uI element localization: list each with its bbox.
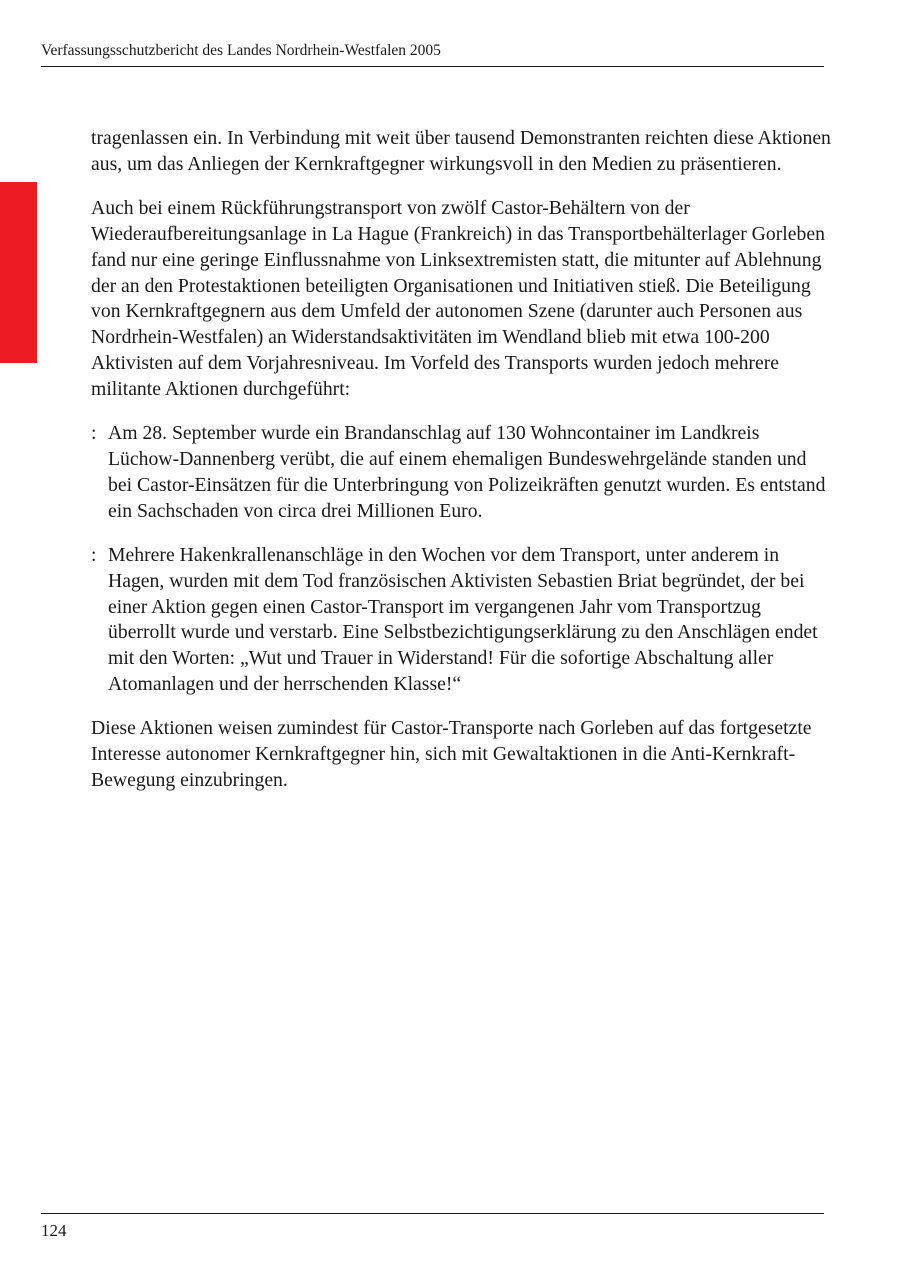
paragraph-3: Diese Aktionen weisen zumindest für Castor-Transporte nach Gorleben auf das fortgesetzte Interesse autonomer Kernkraftgegner hin, sich mit Gewaltaktionen in die Anti-Kernkraft-Bewegung einzubringen. <box>91 717 812 791</box>
section-color-marker <box>0 182 37 363</box>
page-number: 124 <box>41 1221 67 1240</box>
bullet-text: Mehrere Hakenkrallenanschläge in den Wochen vor dem Transport, unter anderem in Hagen, wurden mit dem Tod französischen Aktivisten Sebastien Briat begründet, der bei einer Aktion gegen einen Castor-Transport im vergangenen Jahr vom Transportzug überrollt wurde und verstarb. Eine Selbstbezichtigungserklärung zu den Anschlägen endet mit den Worten: „Wut und Trauer in Widerstand! Für die sofortige Abschaltung aller Atomanlagen und der herrschenden Klasse!“ <box>108 543 818 696</box>
bullet-item-2 <box>91 543 833 698</box>
bullet-marker: : <box>91 422 97 445</box>
running-header: Verfassungsschutzbericht des Landes Nordrhein-Westfalen 2005 <box>41 42 441 59</box>
paragraph-2: Auch bei einem Rückführungstransport von zwölf Castor-Behältern von der Wiederaufbereitungsanlage in La Hague (Frankreich) in das Transportbehälterlager Gorleben fand nur eine geringe Einflussnahme von Linksextremisten statt, die mitunter auf Ablehnung der an den Protestaktionen beteiligten Organisationen und Initiativen stieß. Die Beteiligung von Kernkraftgegnern aus dem Umfeld der autonomen Szene (darunter auch Personen aus Nordrhein-Westfalen) an Widerstandsaktivitäten im Wendland blieb mit etwa 100-200 Aktivisten auf dem Vorjahresniveau. Im Vorfeld des Transports wurden jedoch mehrere militante Aktionen durchgeführt: <box>91 196 825 401</box>
bullet-marker: : <box>91 543 97 566</box>
paragraph-1: tragenlassen ein. In Verbindung mit weit über tausend Demonstranten reichten diese Aktionen aus, um das Anliegen der Kernkraftgegner wirkungsvoll in den Medien zu präsentieren. <box>91 127 831 175</box>
header-divider <box>41 66 824 67</box>
main-content <box>91 126 833 812</box>
footer-divider <box>41 1213 824 1214</box>
bullet-item-1 <box>91 421 833 525</box>
bullet-text: Am 28. September wurde ein Brandanschlag auf 130 Wohncontainer im Landkreis Lüchow-Dannenberg verübt, die auf einem ehemaligen Bundeswehrgelände standen und bei Castor-Einsätzen für die Unterbringung von Polizeikräften genutzt wurden. Es entstand ein Sachschaden von circa drei Millionen Euro. <box>108 422 826 522</box>
